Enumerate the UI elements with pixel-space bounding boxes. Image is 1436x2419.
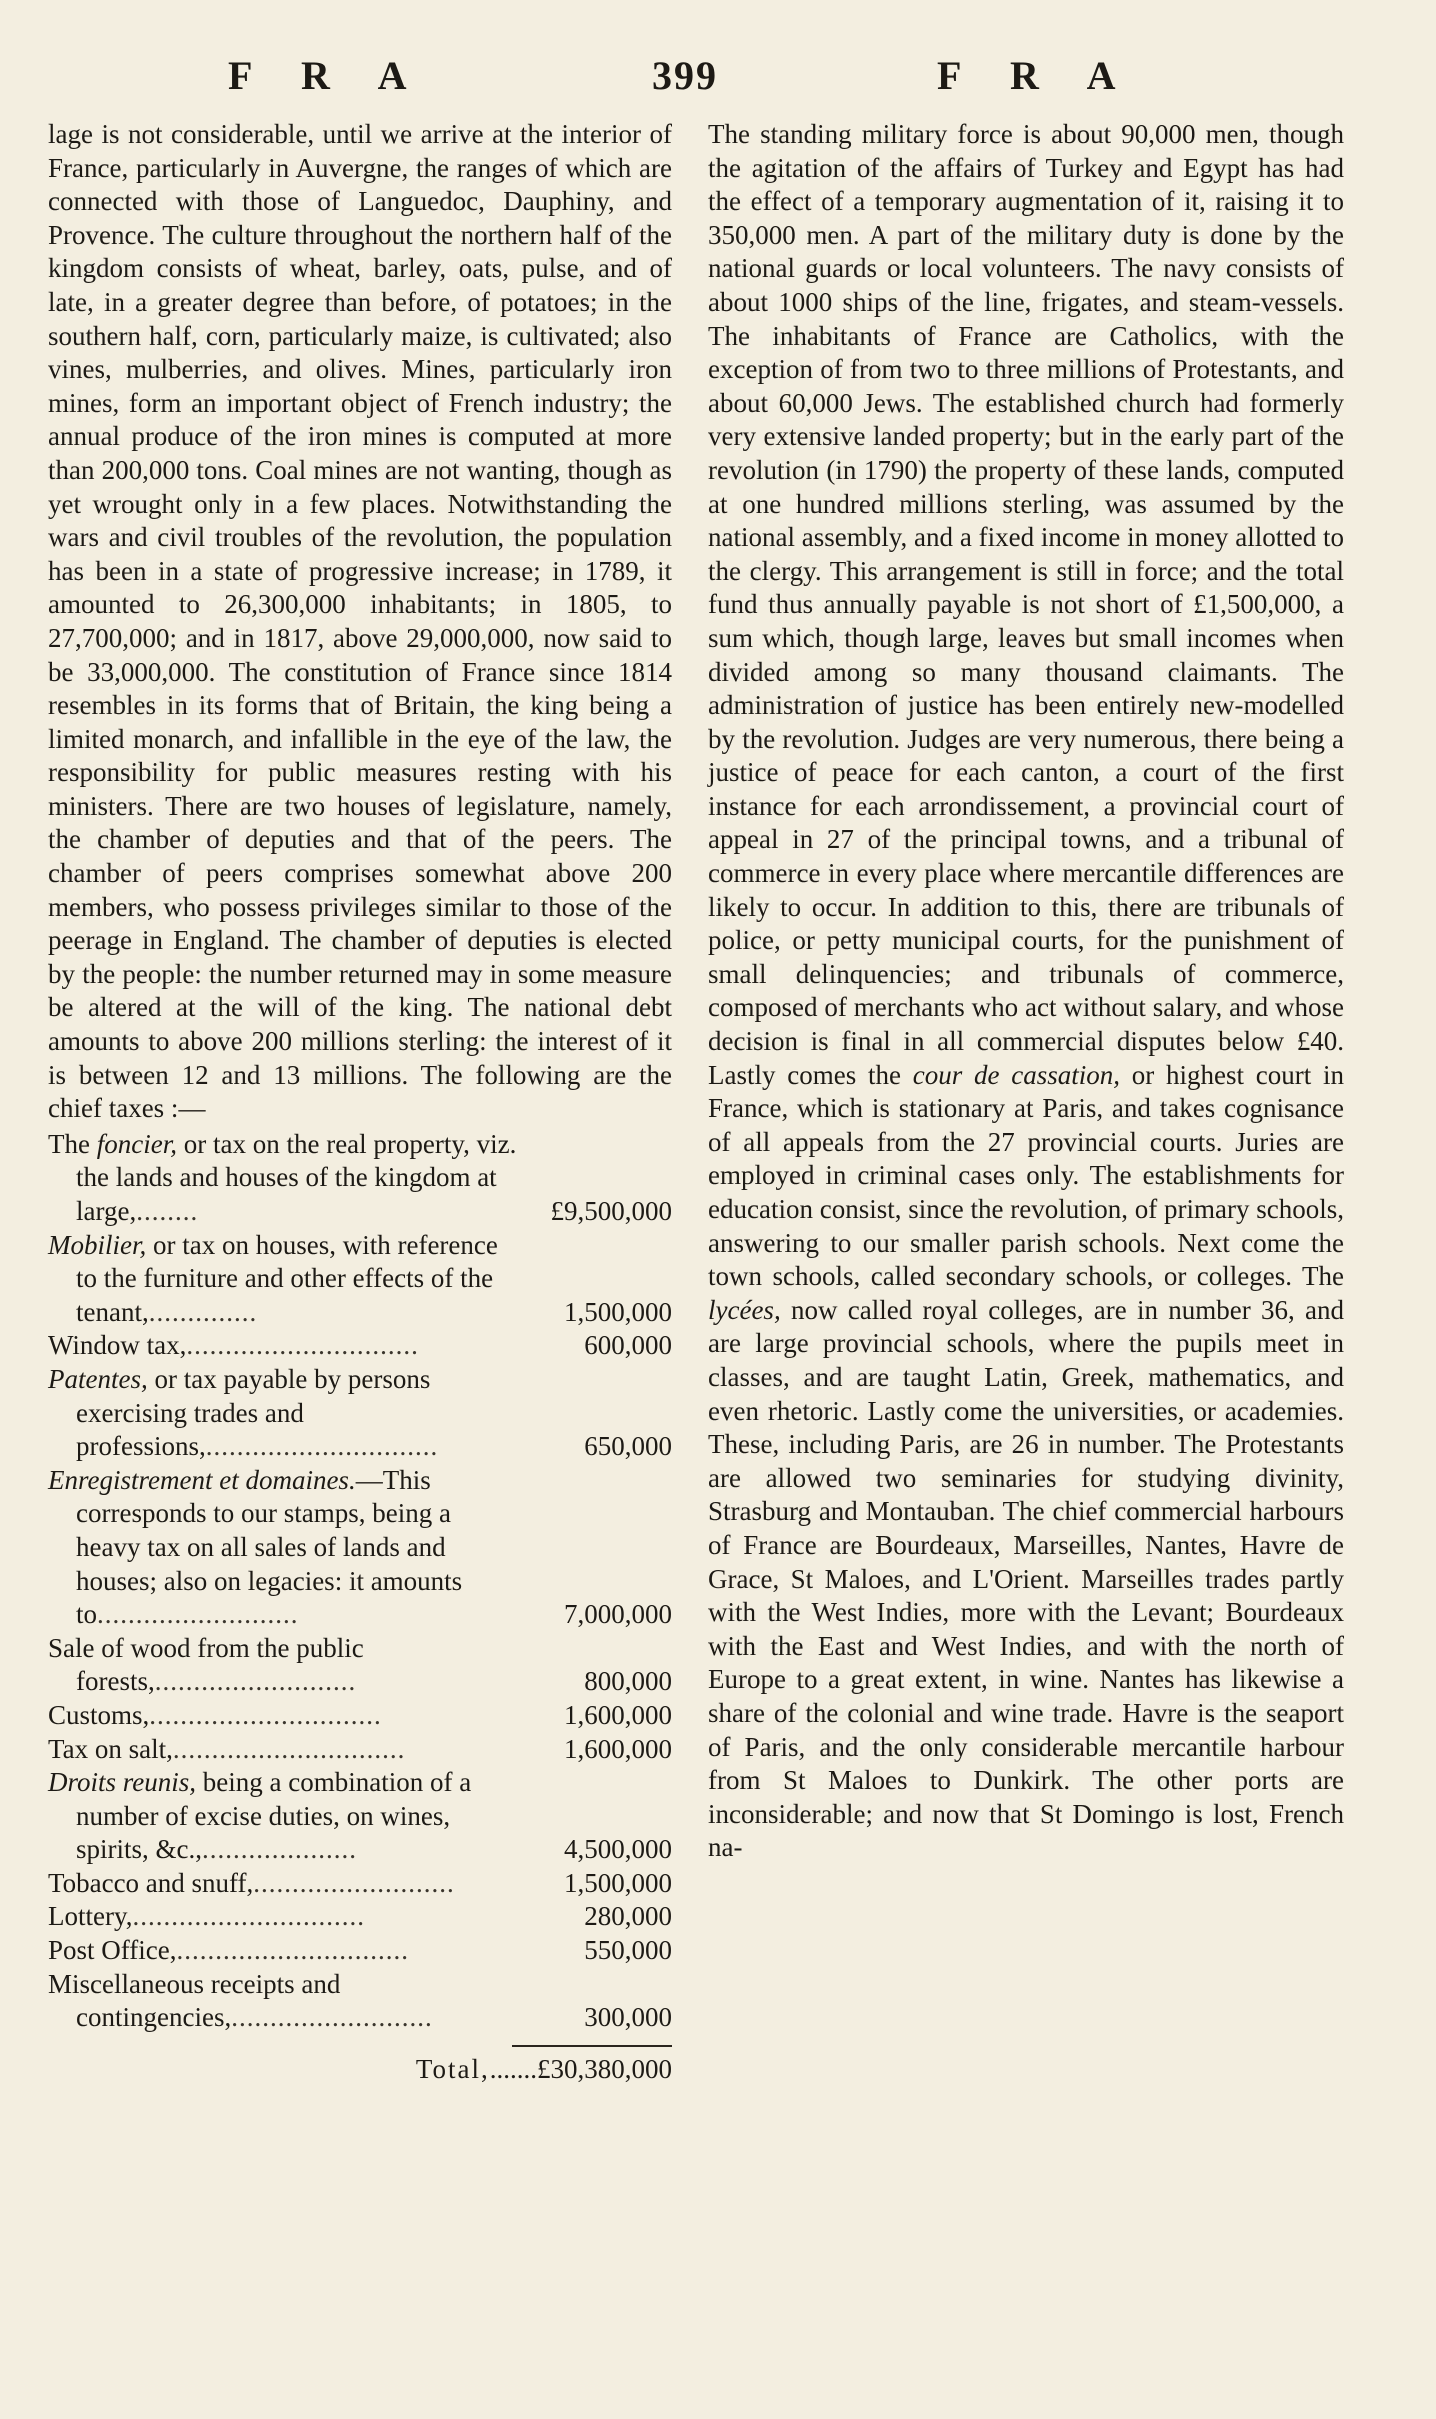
tax-row [48, 1766, 672, 1867]
tax-label-italic: Enregistrement et domaines. [48, 1464, 356, 1495]
total-rule [512, 2045, 672, 2047]
tax-label: Sale of wood from the public forests, [48, 1632, 364, 1697]
left-column-paragraph: lage is not considerable, until we arrive at the interior of France, particularly in Auvergne, the ranges of which are connected with those of Languedoc, Dauphiny, and Provence. The culture throughout the northern half of the kingdom consists of wheat, barley, oats, pulse, and of late, in a greater degree than before, of potatoes; in the southern half, corn, particularly maize, is cultivated; also vines, mulberries, and olives. Mines, particularly iron mines, form an important object of French industry; the annual produce of the iron mines is computed at more than 200,000 tons. Coal mines are not wanting, though as yet wrought only in a few places. Notwithstanding the wars and civil troubles of the revolution, the population has been in a state of progressive increase; in 1789, it amounted to 26,300,000 inhabitants; in 1805, to 27,700,000; and in 1817, above 29,000,000, now said to be 33,000,000. The constitution of France since 1814 resembles in its forms that of Britain, the king being a limited monarch, and infallible in the eye of the law, the responsibility for public measures resting with his ministers. There are two houses of legislature, namely, the chamber of deputies and that of the peers. The chamber of peers comprises somewhat above 200 members, who possess privileges similar to those of the peerage in England. The chamber of deputies is elected by the people: the number returned may in some measure be altered at the will of the king. The national debt amounts to above 200 millions sterling: the interest of it is between 12 and 13 millions. The following are the chief taxes :— [48, 119, 672, 1124]
tax-label-continued: or tax payable by persons exercising trades and professions, [76, 1363, 431, 1462]
tax-label: Miscellaneous receipts and contingencies, [48, 1968, 341, 2033]
total-row [48, 2053, 672, 2087]
tax-row [48, 1968, 672, 2035]
tax-table [48, 1128, 672, 2035]
tax-label-continued: —This corresponds to our stamps, being a heavy tax on all sales of lands and houses; also on legacies: it amounts to [76, 1464, 463, 1630]
leader-dots: .............................. [132, 1901, 365, 1932]
tax-row [48, 1632, 672, 1699]
leader-dots: ........ [136, 1196, 199, 1226]
tax-row [48, 1867, 672, 1901]
left-column [48, 118, 672, 2086]
tax-row [48, 1733, 672, 1767]
total-amount: £30,380,000 [537, 2053, 672, 2084]
tax-amount: 1,600,000 [564, 1699, 672, 1730]
tax-row [48, 1329, 672, 1363]
tax-label-italic: Patentes, [48, 1363, 148, 1394]
right-column-paragraph [708, 118, 1344, 1865]
tax-label-continued: being a combination of a number of excise duties, on wines, spirits, &c., [76, 1767, 472, 1865]
running-header [0, 52, 1436, 112]
tax-amount: 650,000 [584, 1431, 672, 1462]
leader-dots: .......................... [231, 2002, 433, 2033]
tax-amount: 300,000 [584, 2002, 672, 2033]
tax-row [48, 1128, 672, 1229]
total-dots: ....... [489, 2053, 537, 2084]
tax-amount: £9,500,000 [550, 1196, 672, 1226]
tax-amount: 600,000 [584, 1330, 672, 1361]
text-run: or highest court in France, which is stationary at Paris, and takes cognisance of all appeals from the 27 provincial courts. Juries are employed in criminal cases only. The establishments for education consist, since the revolution, of primary schools, answering to our smaller parish schools. Next come the town schools, called secondary schools, or colleges. The [708, 1059, 1344, 1292]
leader-dots: .............................. [205, 1431, 439, 1462]
tax-label-italic: Droits reunis, [48, 1767, 197, 1798]
leader-dots: .............................. [186, 1330, 419, 1361]
right-column [708, 118, 1344, 1865]
leader-dots: .............................. [172, 1733, 406, 1764]
leader-dots: .......................... [154, 1666, 357, 1697]
tax-label: Tax on salt, [48, 1733, 173, 1764]
tax-label-continued: or tax on the real property, viz. the lands and houses of the kingdom at large, [76, 1128, 517, 1226]
text-run: The standing military force is about 90,000 men, though the agitation of the affairs of Turkey and Egypt has had the effect of a temporary augmentation of it, raising it to 350,000 men. A part of the military duty is done by the national guards or local volunteers. The navy consists of about 1000 ships of the line, frigates, and steam-vessels. The inhabitants of France are Catholics, with the exception of from two to three millions of Protestants, and about 60,000 Jews. The established church had formerly very extensive landed property; but in the early part of the revolution (in 1790) the property of these lands, computed at one hundred millions sterling, was assumed by the national assembly, and a fixed income in money allotted to the clergy. This arrangement is still in force; and the total fund thus annually payable is not short of £1,500,000, a sum which, though large, leaves but small incomes when divided among so many thousand claimants. The administration of justice has been entirely new-modelled by the revolution. Judges are very numerous, there being a justice of peace for each canton, a court of the first instance for each arrondissement, a provincial court of appeal in 27 of the principal towns, and a tribunal of commerce in every place where mercantile differences are likely to occur. In addition to this, there are tribunals of police, or petty municipal courts, for the punishment of small delinquencies; and tribunals of commerce, composed of merchants who act without salary, and whose decision is final in all commercial disputes below £40. Lastly comes the [708, 119, 1344, 1090]
tax-label: Window tax, [48, 1330, 187, 1361]
italic-term-cour-de-cassation: cour de cassation, [912, 1059, 1120, 1090]
tax-amount: 4,500,000 [564, 1834, 672, 1865]
total-label: Total, [415, 2053, 490, 2084]
tax-amount: 1,500,000 [564, 1296, 672, 1327]
leader-dots: .............................. [176, 1935, 409, 1966]
tax-label: The [48, 1128, 97, 1159]
tax-row [48, 1464, 672, 1632]
header-left-keyword: F R A [228, 53, 427, 98]
leader-dots: .......................... [253, 1867, 455, 1898]
leader-dots: .............. [148, 1296, 258, 1327]
tax-amount: 800,000 [584, 1666, 672, 1697]
tax-amount: 1,500,000 [564, 1867, 672, 1898]
tax-label: Customs, [48, 1699, 150, 1730]
tax-label-continued: or tax on houses, with reference to the furniture and other effects of the tenant, [76, 1229, 498, 1327]
tax-row [48, 1934, 672, 1968]
tax-label-italic: foncier, [96, 1128, 177, 1159]
tax-amount: 550,000 [584, 1935, 672, 1966]
tax-label: Post Office, [48, 1935, 177, 1966]
italic-term-lycees: lycées, [708, 1294, 781, 1325]
header-right-keyword: F R A [937, 53, 1136, 98]
tax-row [48, 1229, 672, 1330]
tax-label-italic: Mobilier, [48, 1229, 147, 1260]
tax-row [48, 1699, 672, 1733]
leader-dots: .............................. [149, 1699, 382, 1730]
leader-dots: .......................... [97, 1599, 299, 1630]
tax-amount: 280,000 [584, 1901, 672, 1932]
tax-row [48, 1900, 672, 1934]
text-run: now called royal colleges, are in number 36, and are large provincial schools, where the pupils meet in classes, and are taught Latin, Greek, mathematics, and even rhetoric. Lastly come the universities, or academies. These, including Paris, are 26 in number. The Protestants are allowed two seminaries for studying divinity, Strasburg and Montauban. The chief commercial harbours of France are Bourdeaux, Marseilles, Nantes, Havre de Grace, St Maloes, and L'Orient. Marseilles trades partly with the West Indies, more with the Levant; Bourdeaux with the East and West Indies, and with the north of Europe to a great extent, in wine. Nantes has likewise a share of the colonial and wine trade. Havre is the seaport of Paris, and the only considerable mercantile harbour from St Maloes to Dunkirk. The other ports are inconsiderable; and now that St Domingo is lost, French na- [708, 1294, 1344, 1863]
tax-row [48, 1363, 672, 1464]
tax-label: Lottery, [48, 1901, 133, 1932]
tax-label: Tobacco and snuff, [48, 1867, 254, 1898]
tax-amount: 1,600,000 [564, 1733, 672, 1764]
page-number: 399 [652, 53, 718, 98]
tax-amount: 7,000,000 [564, 1599, 672, 1630]
leader-dots: .................... [202, 1834, 357, 1865]
